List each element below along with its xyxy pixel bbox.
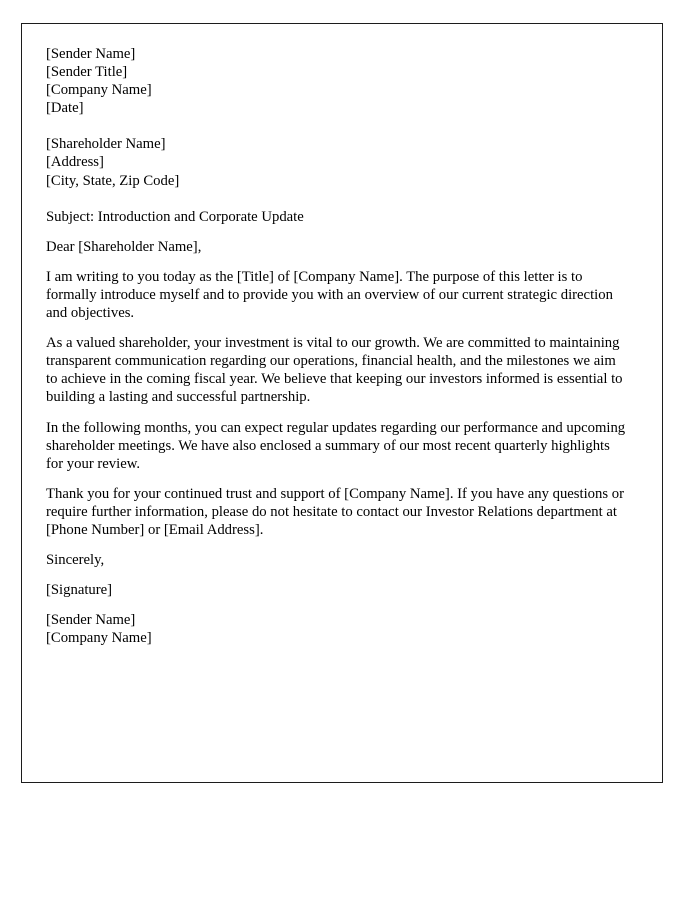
body-paragraph-3: In the following months, you can expect regular updates regarding our performance and upcoming shareholder meetings. We have also enclosed a summary of our most recent quarterly highlights for your review. <box>46 419 626 472</box>
spacer-after-paragraph-2 <box>46 407 630 419</box>
closing-salutation: Sincerely, <box>46 552 105 569</box>
spacer-after-paragraph-3 <box>46 473 630 485</box>
sender-company-line: [Company Name] <box>46 82 152 99</box>
salutation: Dear [Shareholder Name], <box>46 238 202 255</box>
spacer-after-signature <box>46 599 630 611</box>
spacer-after-paragraph-1 <box>46 322 630 334</box>
body-paragraph-1: I am writing to you today as the [Title] of [Company Name]. The purpose of this letter is to formally introduce myself and to provide you with an overview of our current strategic direction and objectives. <box>46 268 613 322</box>
spacer-after-subject <box>46 226 630 238</box>
spacer-after-recipient-block <box>46 190 630 208</box>
subject-line: Subject: Introduction and Corporate Update <box>46 208 304 225</box>
signoff-block <box>46 611 630 647</box>
sender-name-line: [Sender Name] <box>46 46 136 62</box>
spacer-after-closing <box>46 569 630 581</box>
signature-placeholder: [Signature] <box>46 582 113 599</box>
spacer-after-paragraph-4 <box>46 539 630 551</box>
letter-page <box>21 23 663 783</box>
spacer-after-salutation <box>46 256 630 268</box>
sender-address-block <box>46 45 630 117</box>
signoff-sender-name: [Sender Name] <box>46 612 136 629</box>
body-paragraph-4: Thank you for your continued trust and support of [Company Name]. If you have any questions or require further information, please do not hesitate to contact our Investor Relations department at [Phone Number] or [Email Address]. <box>46 485 624 538</box>
recipient-address-line: [Address] <box>46 154 104 171</box>
recipient-name-line: [Shareholder Name] <box>46 136 166 153</box>
recipient-address-block <box>46 135 630 189</box>
signoff-company-name: [Company Name] <box>46 630 152 647</box>
sender-title-line: [Sender Title] <box>46 64 128 81</box>
letter-content <box>46 45 630 647</box>
recipient-city-state-zip-line: [City, State, Zip Code] <box>46 172 180 189</box>
sender-date-line: [Date] <box>46 100 84 117</box>
body-paragraph-2: As a valued shareholder, your investment is vital to our growth. We are committed to maintaining transparent communication regarding our operations, financial health, and the milestones we aim to achieve in the coming fiscal year. We believe that keeping our investors informed is essential to building a lasting and successful partnership. <box>46 335 623 406</box>
spacer-after-sender-block <box>46 117 630 135</box>
